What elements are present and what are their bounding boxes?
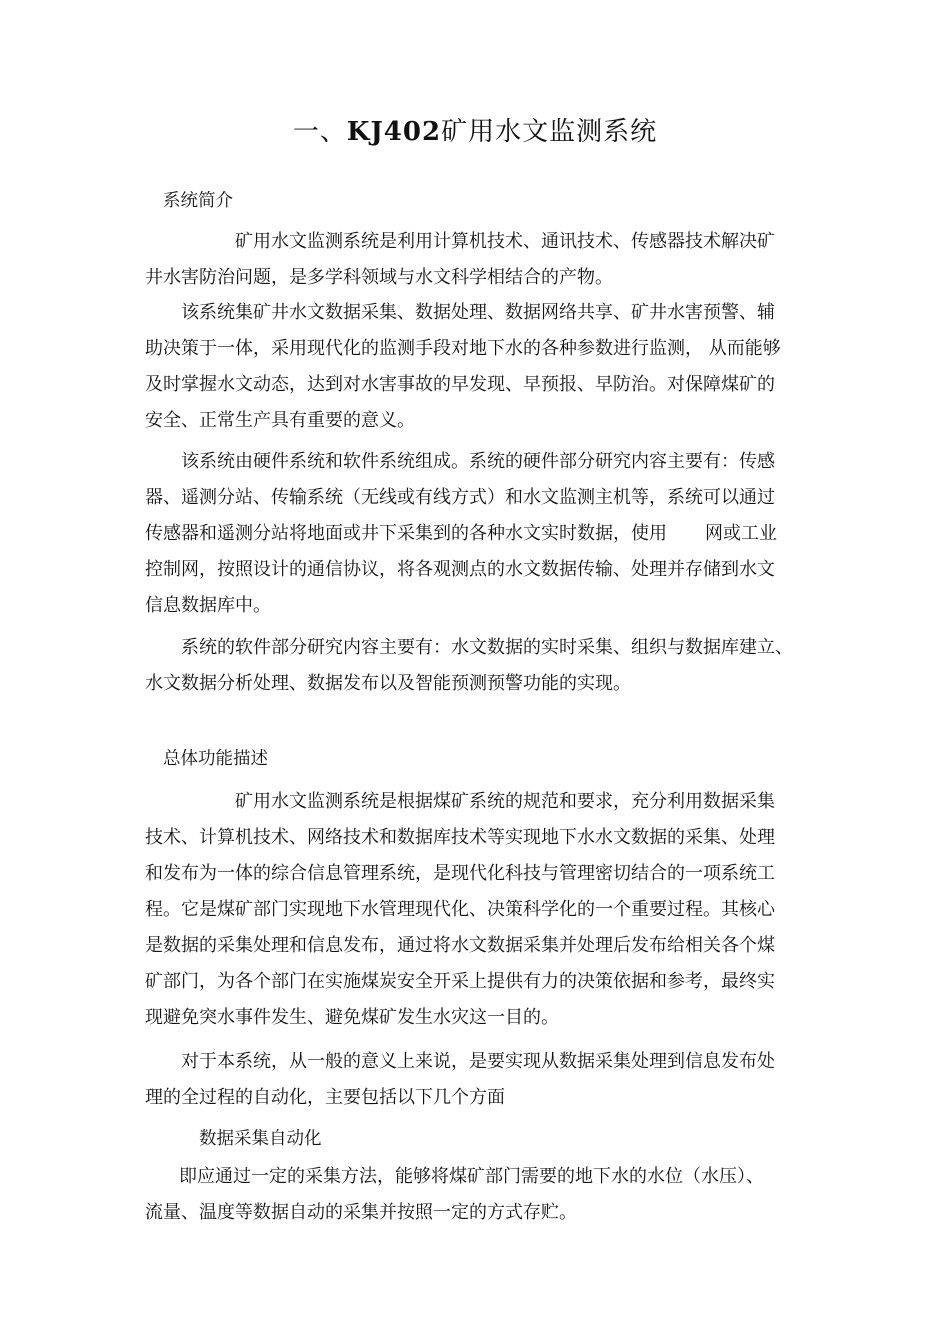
text-line: 安全、正常生产具有重要的意义。 [145,410,415,431]
text-line: 器、遥测分站、传输系统（无线或有线方式）和水文监测主机等，系统可以通过 [145,487,775,508]
section-heading-overview: 总体功能描述 [163,749,268,769]
text-line: 矿用水文监测系统是利用计算机技术、通讯技术、传感器技术解决矿 [235,231,775,252]
text-line: 即应通过一定的采集方法，能够将煤矿部门需要的地下水的水位（水压）、 [179,1166,764,1187]
text-fragment: 传感器和遥测分站将地面或井下采集到的各种水文实时数据，使用 [145,523,667,544]
text-line: 井水害防治问题，是多学科领域与水文科学相结合的产物。 [145,267,613,288]
title-rest: 矿用水文监测系统 [441,117,658,147]
paragraph-overview-1 [145,784,815,1036]
text-line: 技术、计算机技术、网络技术和数据库技术等实现地下水水文数据的采集、处理 [145,827,775,848]
paragraph-intro-4 [145,630,815,702]
sub-heading-data-collection: 数据采集自动化 [199,1129,322,1149]
paragraph-intro-3 [145,444,815,624]
paragraph-data-collection [145,1159,815,1231]
document-title [0,112,950,152]
title-prefix: 一、 [292,117,347,147]
paragraph-intro-2 [145,295,815,439]
text-line: 流量、温度等数据自动的采集并按照一定的方式存贮。 [145,1202,577,1223]
text-fragment: 网或工业 [705,523,777,544]
text-line: 是数据的采集处理和信息发布，通过将水文数据采集并处理后发布给相关各个煤 [145,935,775,956]
text-line: 现避免突水事件发生、避免煤矿发生水灾这一目的。 [145,1007,559,1028]
text-line: 矿部门，为各个部门在实施煤炭安全开采上提供有力的决策依据和参考，最终实 [145,971,775,992]
paragraph-overview-2 [145,1044,815,1116]
text-line: 该系统由硬件系统和软件系统组成。系统的硬件部分研究内容主要有：传感 [181,451,775,472]
text-line: 该系统集矿井水文数据采集、数据处理、数据网络共享、矿井水害预警、辅 [181,302,775,323]
paragraph-intro-1 [145,224,815,296]
text-line: 控制网，按照设计的通信协议，将各观测点的水文数据传输、处理并存储到水文 [145,559,775,580]
text-line: 矿用水文监测系统是根据煤矿系统的规范和要求，充分利用数据采集 [235,791,775,812]
text-line: 助决策于一体，采用现代化的监测手段对地下水的各种参数进行监测， 从而能够 [145,338,781,359]
text-line [145,516,815,552]
text-line: 程。它是煤矿部门实现地下水管理现代化、决策科学化的一个重要过程。其核心 [145,899,775,920]
text-line: 及时掌握水文动态，达到对水害事故的早发现、早预报、早防治。对保障煤矿的 [145,374,775,395]
title-code: KJ402 [346,117,442,147]
text-line: 信息数据库中。 [145,595,271,616]
text-line: 理的全过程的自动化，主要包括以下几个方面 [145,1087,505,1108]
text-line: 系统的软件部分研究内容主要有：水文数据的实时采集、组织与数据库建立、 [181,637,793,658]
section-heading-intro: 系统简介 [163,191,233,211]
text-line: 对于本系统，从一般的意义上来说，是要实现从数据采集处理到信息发布处 [181,1051,775,1072]
text-line: 和发布为一体的综合信息管理系统，是现代化科技与管理密切结合的一项系统工 [145,863,775,884]
text-line: 水文数据分析处理、数据发布以及智能预测预警功能的实现。 [145,673,631,694]
